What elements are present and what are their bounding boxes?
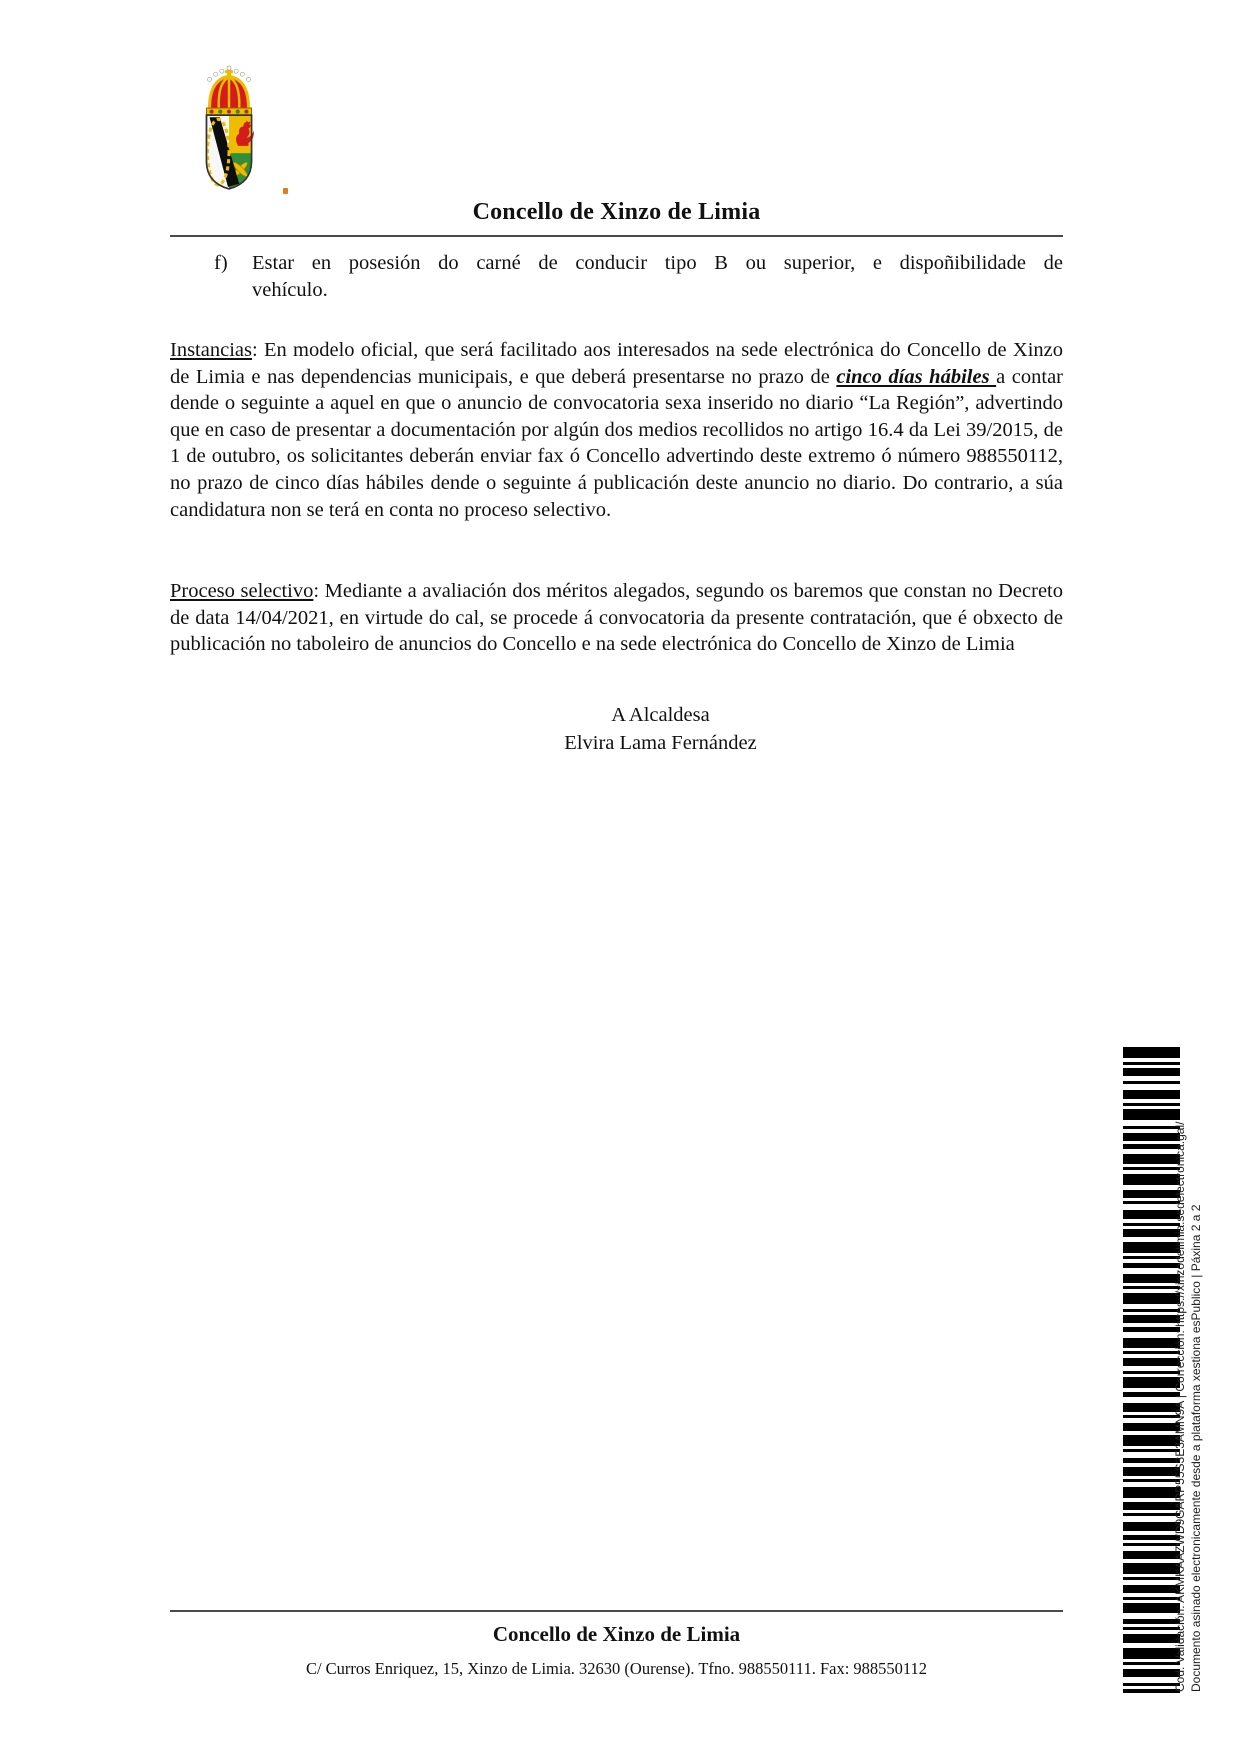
barcode-bar	[1123, 1274, 1180, 1283]
barcode-bar	[1123, 1103, 1180, 1106]
barcode-bar	[1123, 1371, 1180, 1374]
text-segment: cinco días hábiles	[836, 365, 997, 388]
barcode-bar	[1123, 1256, 1180, 1259]
barcode-bar	[1123, 1467, 1180, 1476]
barcode-bar	[1123, 1229, 1180, 1237]
barcode-bar	[1123, 1090, 1180, 1099]
barcode-bar	[1123, 1167, 1180, 1170]
barcode-bar	[1123, 1543, 1180, 1546]
barcode-bar	[1123, 1513, 1180, 1516]
barcode-bar	[1123, 1126, 1180, 1129]
barcode-bar	[1123, 1154, 1180, 1164]
paragraph-proceso-selectivo	[170, 578, 1063, 658]
barcode-bar	[1123, 1403, 1180, 1412]
barcode-bar	[1123, 1683, 1180, 1686]
barcode-bar	[1123, 1351, 1180, 1354]
barcode-bar	[1123, 1133, 1180, 1141]
barcode-bar	[1123, 1603, 1180, 1613]
list-item-f-line2: vehículo.	[252, 278, 328, 301]
barcode-bar	[1123, 1338, 1180, 1348]
barcode-bar	[1123, 1109, 1180, 1120]
barcode-bar	[1123, 1522, 1180, 1531]
barcode-bar	[1123, 1286, 1180, 1289]
barcode-bar	[1123, 1144, 1180, 1149]
barcode-bar	[1123, 1563, 1180, 1574]
text-segment: a contar dende o seguinte a aquel en que o anuncio de convocatoria sexa inserido no diario “La Región”, advertindo que en caso de presentar a documentación por algún dos medios recollidos no artigo 16.4 da Lei 39/2015, de 1 de outubro, os solicitantes deberán enviar fax ó Concello advertindo deste extremo ó número 988550112, no prazo de cinco días hábiles dende o seguinte á publicación deste anuncio no diario. Do contrario, a súa candidatura non se terá en conta no proceso selectivo.	[170, 365, 1063, 521]
barcode-bar	[1123, 1210, 1180, 1219]
barcode-bar	[1123, 1377, 1180, 1388]
signed-document-text: Documento asinado electronicamente desde a plataforma xestiona esPublico | Páxina 2 a 2	[1189, 1204, 1203, 1692]
barcode-bar	[1123, 1535, 1180, 1540]
list-item-f-line1: Estar en posesión do carné de conducir tipo B ou superior, e dispoñibilidade de	[252, 252, 1063, 274]
barcode-bar	[1123, 1068, 1180, 1076]
list-item-f	[170, 250, 1063, 303]
barcode-bar	[1123, 1435, 1180, 1446]
footer-title: Concello de Xinzo de Limia	[492, 1622, 741, 1646]
barcode-bar	[1123, 1423, 1180, 1431]
barcode-bar	[1123, 1062, 1180, 1065]
barcode-bar	[1123, 1689, 1180, 1693]
barcode-bar	[1123, 1327, 1180, 1332]
barcode-bar	[1123, 1634, 1180, 1643]
signature-name: Elvira Lama Fernández	[564, 731, 757, 754]
barcode-bar	[1123, 1415, 1180, 1418]
barcode-bar	[1123, 1648, 1180, 1659]
municipal-crest	[193, 64, 265, 192]
barcode-bar	[1123, 1242, 1180, 1253]
signature-block	[214, 702, 1107, 757]
barcode-bar	[1123, 1081, 1180, 1084]
paragraph-instancias	[170, 337, 1063, 523]
validation-code-text: Cod. Validación: AKMKAAZWD9GARP55S3E3AMN9A | Corrección: https://xinzodelimia.sedelectronica.gal/	[1173, 1121, 1187, 1692]
signature-role: A Alcaldesa	[611, 704, 710, 726]
header-divider	[170, 235, 1063, 237]
barcode-bar	[1123, 1223, 1180, 1226]
barcode-bar	[1123, 1201, 1180, 1204]
barcode-bar	[1123, 1315, 1180, 1323]
barcode-bar	[1123, 1358, 1180, 1366]
barcode-bar	[1123, 1662, 1180, 1665]
text-segment: Instancias	[170, 339, 252, 361]
barcode-bar	[1123, 1585, 1180, 1593]
barcode-bar	[1123, 1458, 1180, 1463]
footer-divider	[170, 1610, 1063, 1612]
barcode-bar	[1123, 1293, 1180, 1304]
barcode-bar	[1123, 1597, 1180, 1600]
barcode-bar	[1123, 1619, 1180, 1624]
barcode-bar	[1123, 1309, 1180, 1312]
text-segment: : En modelo oficial, que será facilitado aos interesados na sede electrónica do Concello de Xinzo de Limia e nas dependencias municipais, e que deberá presentarse no prazo de	[170, 339, 1063, 388]
barcode-bar	[1123, 1392, 1180, 1397]
barcode-bar	[1123, 1551, 1180, 1559]
barcode-bar	[1123, 1174, 1180, 1185]
barcode	[1123, 1047, 1180, 1693]
barcode-bar	[1123, 1479, 1180, 1482]
list-marker: f)	[214, 252, 228, 274]
page-title: Concello de Xinzo de Limia	[472, 199, 761, 225]
barcode-bar	[1123, 1577, 1180, 1580]
barcode-bar	[1123, 1627, 1180, 1630]
barcode-bar	[1123, 1487, 1180, 1498]
barcode-bar	[1123, 1190, 1180, 1198]
barcode-bar	[1123, 1263, 1180, 1268]
barcode-bar	[1123, 1449, 1180, 1452]
footer-address: C/ Curros Enriquez, 15, Xinzo de Limia. 32630 (Ourense). Tfno. 988550111. Fax: 988550112	[305, 1659, 928, 1678]
scan-artifact-dot	[283, 188, 288, 194]
barcode-bar	[1123, 1669, 1180, 1677]
text-segment: : Mediante a avaliación dos méritos alegados, segundo os baremos que constan no Decreto de data 14/04/2021, en virtude do cal, se procede á convocatoria da presente contratación, que é obxecto de publicación no taboleiro de anuncios do Concello e na sede electrónica do Concello de Xinzo de Limia	[170, 580, 1064, 656]
barcode-bar	[1123, 1502, 1180, 1510]
text-segment: Proceso selectivo	[170, 580, 314, 602]
barcode-bar	[1123, 1047, 1180, 1058]
